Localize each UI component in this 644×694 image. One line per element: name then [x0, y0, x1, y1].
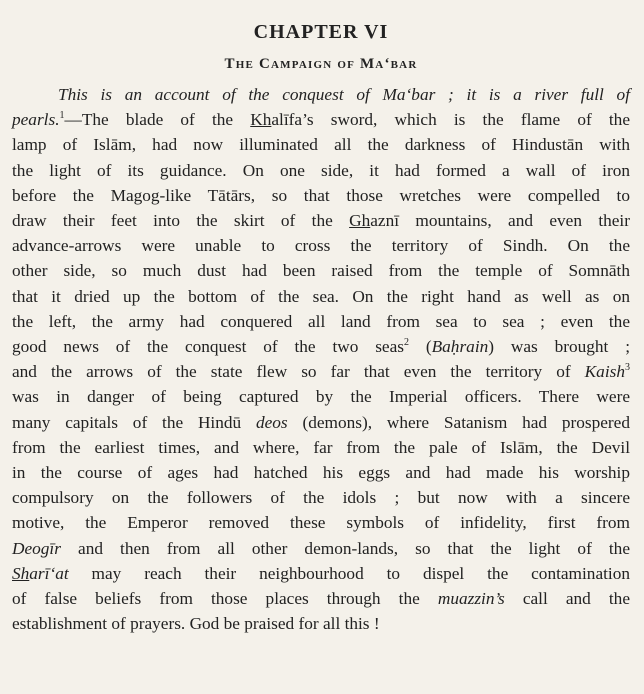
chapter-body — [12, 82, 630, 636]
text-line: from the earliest times, and where, far from the pale of Islām, the Devil — [12, 437, 630, 457]
text-line — [12, 334, 630, 359]
text-line — [12, 561, 630, 586]
text-line — [12, 586, 630, 611]
text-line: lamp of Islām, had now illuminated all the darkness of Hindustān with — [12, 135, 630, 155]
footnote-marker: 1 — [59, 110, 65, 122]
text-line: that it dried up the bottom of the sea. On the right hand as well as on — [12, 286, 630, 306]
text-line: motive, the Emperor removed these symbols of infidelity, first from — [12, 513, 630, 533]
text-line: other side, so much dust had been raised from the temple of Somnāth — [12, 261, 630, 281]
italic-text: This is an account of the conquest of Ma‘bar ; it is a river full of — [58, 85, 630, 104]
text-line: before the Magog-like Tātārs, so that those wretches were compelled to — [12, 185, 630, 205]
text-line: advance-arrows were unable to cross the territory of Sindh. On the — [12, 236, 630, 256]
text-segment: ) was brought ; — [488, 337, 630, 357]
text-line — [12, 208, 630, 233]
chapter-title: CHAPTER VI — [253, 21, 389, 43]
text-segment: and then from all other demon-lands, so that the light of the — [60, 538, 630, 558]
text-segment: draw their feet into the skirt of the — [12, 211, 350, 231]
italic-text: deos — [255, 412, 288, 432]
text-segment: may reach their neighbourhood to dispel the contamination — [68, 563, 630, 583]
underlined-text: Gh — [349, 211, 371, 231]
text-segment: aznī mountains, and even their — [370, 211, 630, 231]
text-line: the light of its guidance. On one side, it had formed a wall of iron — [12, 160, 630, 180]
text-line: compulsory on the followers of the idols ; but now with a sincere — [12, 488, 630, 508]
italic-text: arī‘at — [29, 563, 69, 583]
text-segment: ( — [409, 337, 432, 357]
italic-text: Kaish — [584, 362, 625, 382]
footnote-marker: 3 — [625, 362, 630, 374]
text-line: was in danger of being captured by the Imperial officers. There were — [12, 387, 630, 407]
text-line — [12, 82, 630, 107]
chapter-subtitle: The Campaign of Ma‘bar — [224, 56, 418, 72]
italic-text: muazzin’s — [437, 589, 505, 609]
italic-text: Baḥrain — [431, 337, 489, 357]
text-line — [12, 107, 630, 132]
italic-text: Deogīr — [12, 538, 61, 558]
text-line — [12, 536, 630, 561]
text-line: establishment of prayers. God be praised for all this ! — [12, 614, 380, 634]
text-segment: of false beliefs from those places through the — [12, 589, 438, 609]
footnote-marker: 2 — [404, 337, 409, 349]
text-line — [12, 410, 630, 435]
text-line — [12, 359, 630, 384]
italic-text: pearls. — [12, 110, 60, 130]
underlined-italic-text: Sh — [12, 563, 30, 583]
text-line: in the course of ages had hatched his eggs and had made his worship — [12, 463, 630, 483]
text-segment: —The blade of the — [64, 110, 251, 130]
text-segment: call and the — [504, 589, 630, 609]
text-segment: many capitals of the Hindū — [12, 412, 256, 432]
text-line: the left, the army had conquered all land from sea to sea ; even the — [12, 311, 630, 331]
text-segment: and the arrows of the state flew so far that even the territory of — [12, 362, 585, 382]
underlined-text: Kh — [250, 110, 272, 130]
text-segment: good news of the conquest of the two seas — [12, 337, 404, 357]
text-segment: (demons), where Satanism had prospered — [287, 412, 630, 432]
text-segment: alīfa’s sword, which is the flame of the — [271, 110, 630, 130]
